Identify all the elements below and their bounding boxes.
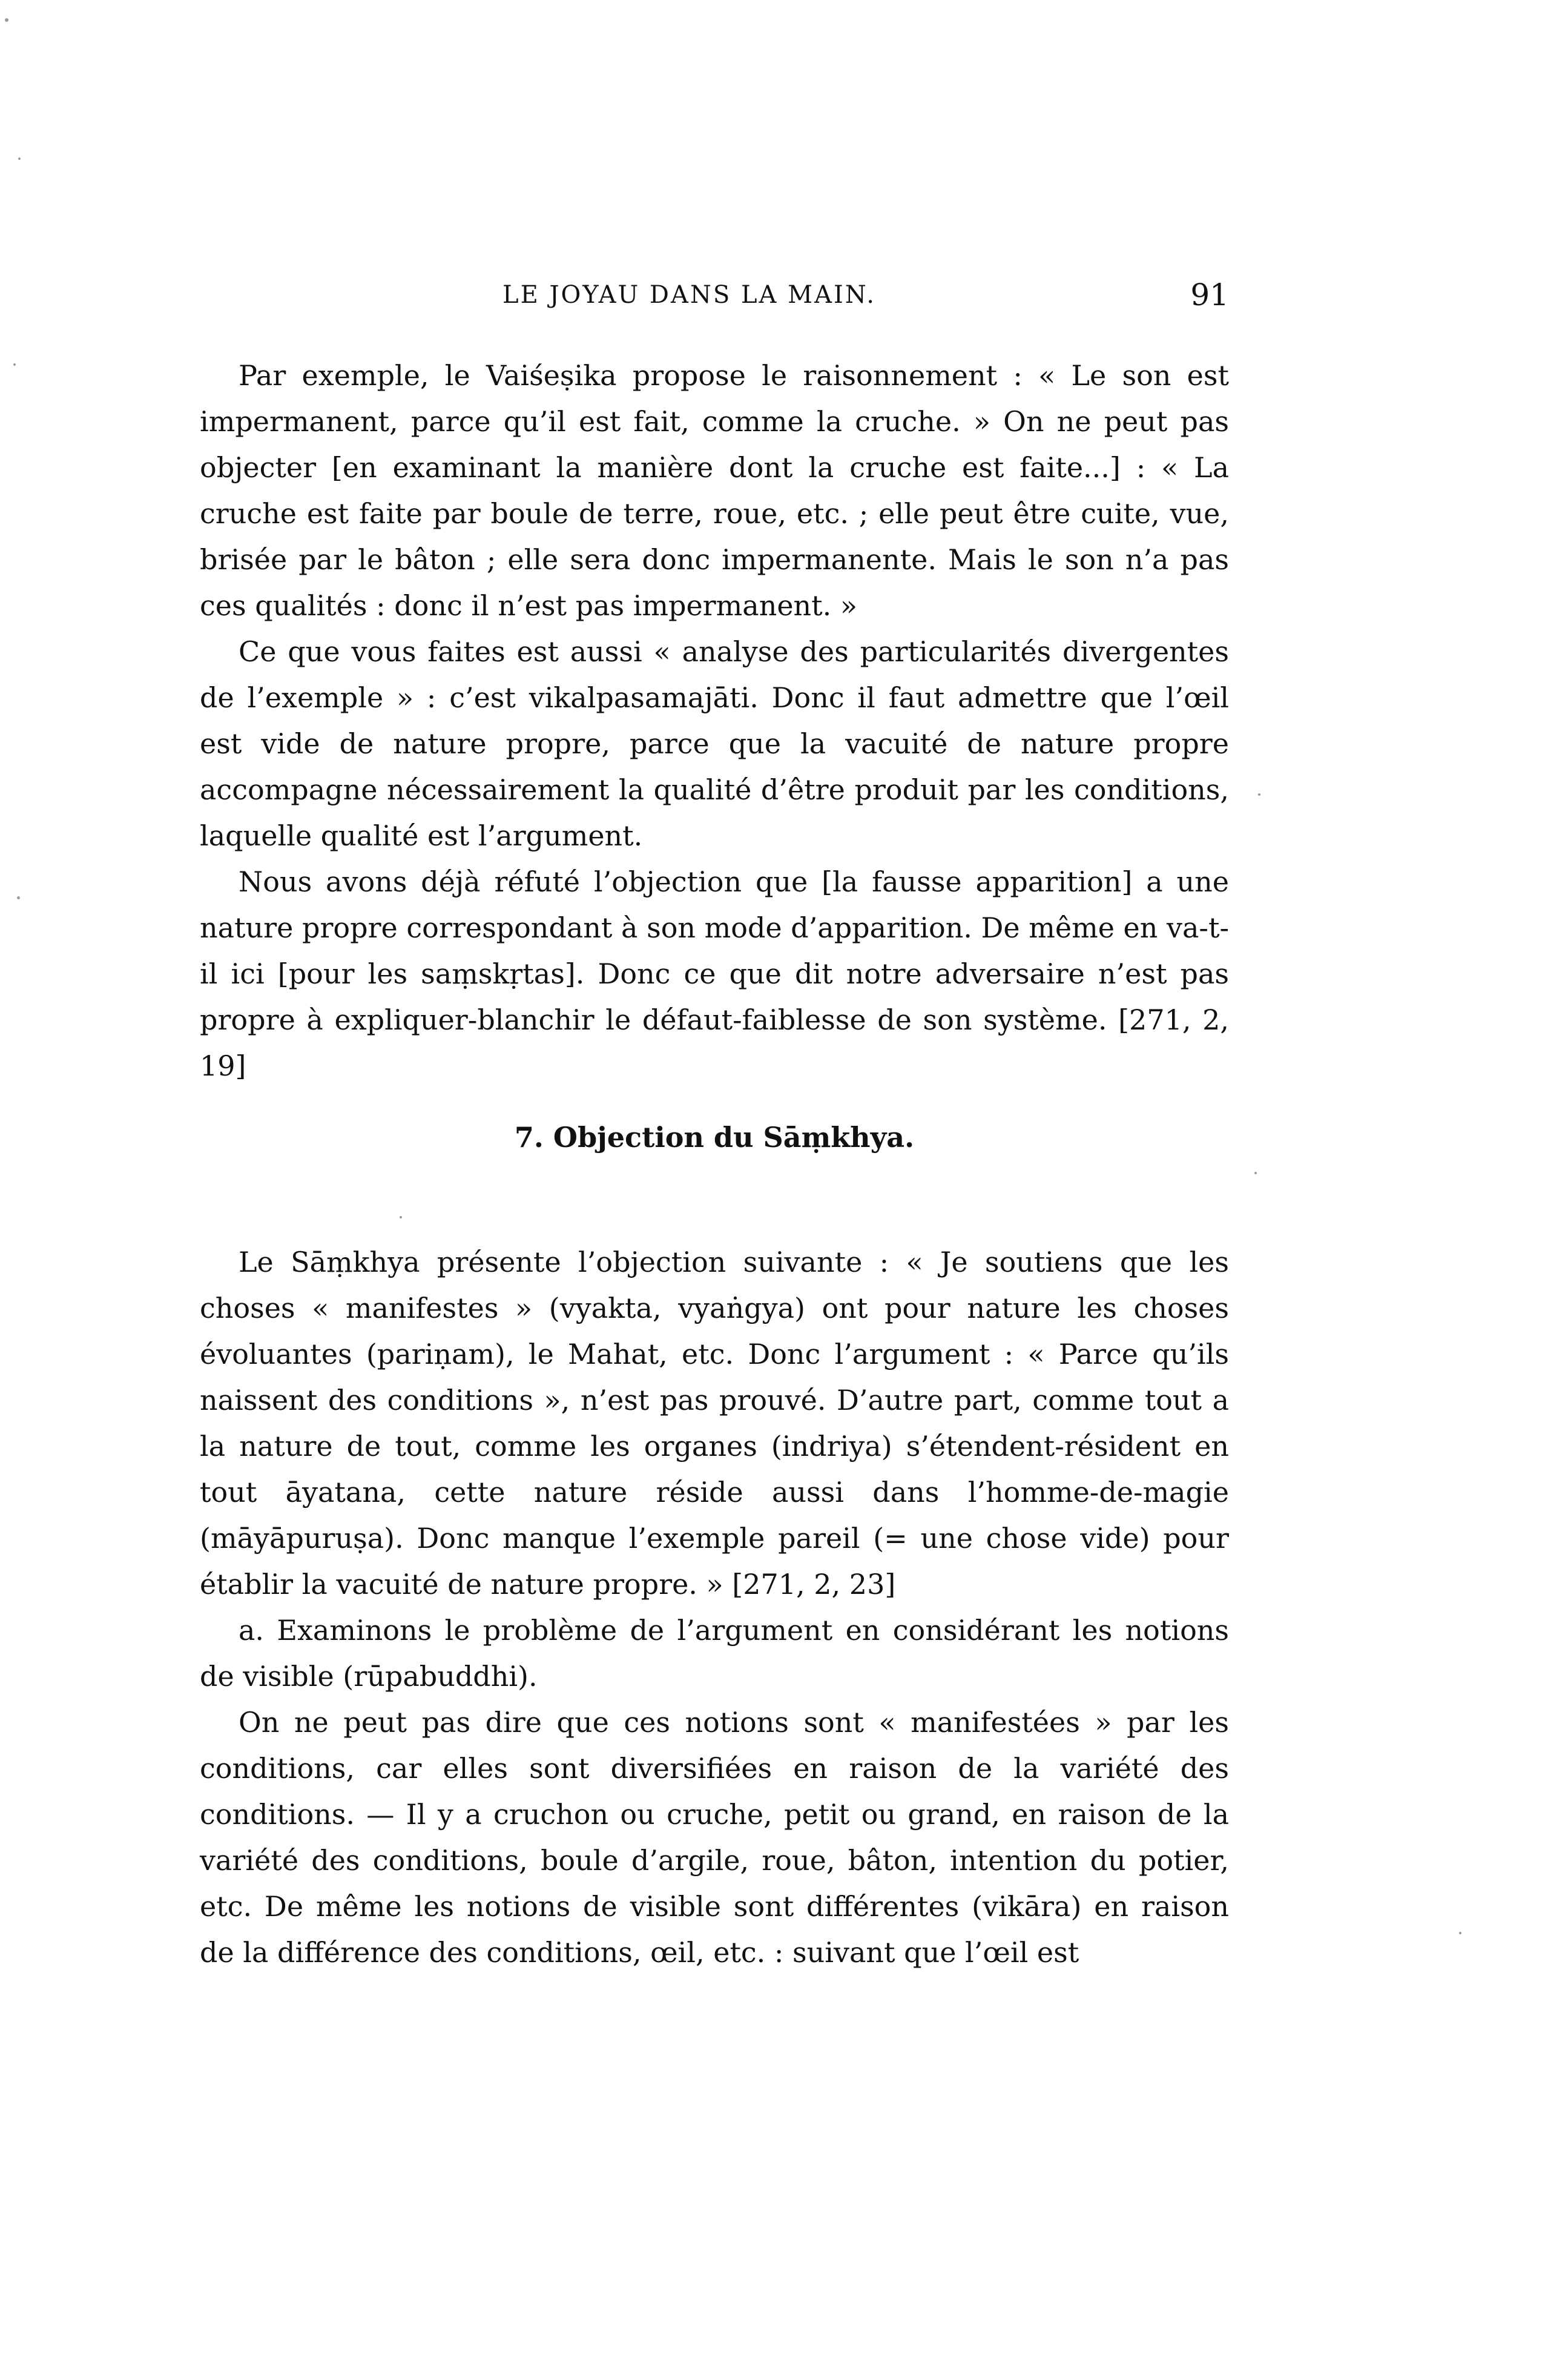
paragraph-rupabuddhi: a. Examinons le problème de l’argument en considérant les notions de visible (rūpabuddhi). [200,1614,1229,1693]
paragraph-vikalpasamajati: Ce que vous faites est aussi « analyse des particularités divergentes de l’exemple » : c’est vikalpasamajāti. Donc il faut admettre que l’œil est vide de nature propre, parce que la vacuité de nature propre accompagne nécessairement la qualité d’être produit par les conditions, laquelle qualité est l’argument. [200,635,1229,852]
paragraph-samkhya-objection: Le Sāṃkhya présente l’objection suivante : « Je soutiens que les choses « manifestes » (vyakta, vyaṅgya) ont pour nature les choses évoluantes (pariṇam), le Mahat, etc. Donc l’argument : « Parce qu’ils naissent des conditions », n’est pas prouvé. D’autre part, comme tout a la nature de tout, comme les organes (indriya) s’étendent-résident en tout āyatana, cette nature réside aussi dans l’homme-de-magie (māyāpuruṣa). Donc manque l’exemple pareil (= une chose vide) pour établir la vacuité de nature propre. » [271, 2, 23] [200,1246,1229,1601]
paragraph-vaisesika-example: Par exemple, le Vaiśeṣika propose le raisonnement : « Le son est impermanent, parce qu’il est fait, comme la cruche. » On ne peut pas objecter [en examinant la manière dont la cruche est faite...] : « La cruche est faite par boule de terre, roue, etc. ; elle peut être cuite, vue, brisée par le bâton ; elle sera donc impermanente. Mais le son n’a pas ces qualités : donc il n’est pas impermanent. » [200,359,1229,622]
running-title: LE JOYAU DANS LA MAIN. [502,281,876,309]
body-text [200,352,1229,1975]
paragraph-refutation: Nous avons déjà réfuté l’objection que [la fausse apparition] a une nature propre correspondant à son mode d’apparition. De même en va-t-il ici [pour les saṃskṛtas]. Donc ce que dit notre adversaire n’est pas propre à expliquer-blanchir le défaut-faiblesse de son système. [271, 2, 19] [200,865,1230,1082]
section-heading: 7. Objection du Sāṃkhya. [514,1121,915,1154]
running-head [200,274,1229,316]
paragraph-conditions: On ne peut pas dire que ces notions sont « manifestées » par les conditions, car elles sont diversifiées en raison de la variété des conditions. — Il y a cruchon ou cruche, petit ou grand, en raison de la variété des conditions, boule d’argile, roue, bâton, intention du potier, etc. De même les notions de visible sont différentes (vikāra) en raison de la différence des conditions, œil, etc. : suivant que l’œil est [200,1706,1229,1969]
page-number: 91 [1190,277,1229,312]
